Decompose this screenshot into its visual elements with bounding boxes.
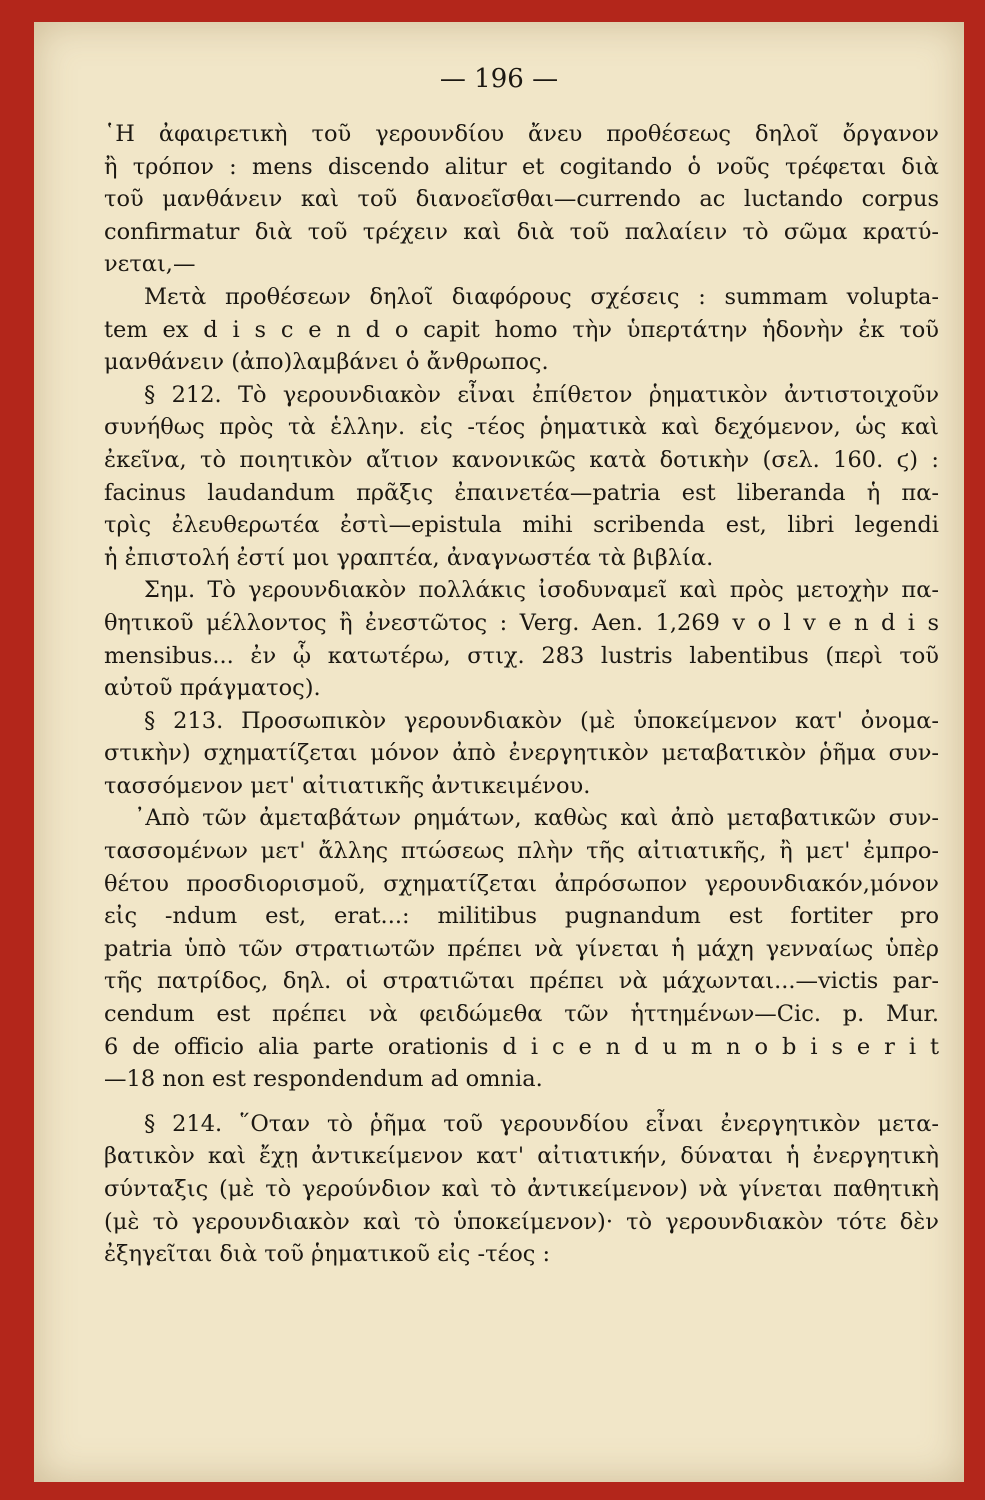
text-line: τασσομένων μετ' ἄλλης πτώσεως πλὴν τῆς αἰτιατικῆς, ἢ μετ' ἐμπρο-: [104, 838, 939, 865]
book-page: [34, 22, 964, 1482]
text-line: mensibus... ἐν ᾧ κατωτέρω, στιχ. 283 lustris labentibus (περὶ τοῦ: [104, 642, 939, 669]
text-line: μανθάνειν (ἀπο)λαμβάνει ὁ ἄνθρωπος.: [104, 349, 549, 376]
text-line: τρὶς ἐλευθερωτέα ἐστὶ—epistula mihi scribenda est, libri legendi: [104, 512, 939, 539]
text-line: τοῦ μανθάνειν καὶ τοῦ διανοεῖσθαι—currendo ac luctando corpus: [104, 186, 939, 213]
text-line: patria ὑπὸ τῶν στρατιωτῶν πρέπει νὰ γίνεται ἡ μάχη γενναίως ὑπὲρ: [104, 935, 939, 962]
text-line: confirmatur διὰ τοῦ τρέχειν καὶ διὰ τοῦ παλαίειν τὸ σῶμα κρατύ-: [104, 218, 939, 245]
text-line: θέτου προσδιορισμοῦ, σχηματίζεται ἀπρόσωπον γερουνδιακόν,μόνον: [104, 870, 939, 897]
text-line: σύνταξις (μὲ τὸ γερούνδιον καὶ τὸ ἀντικείμενον) νὰ γίνεται παθητικὴ: [104, 1176, 939, 1202]
text-line: ἢ τρόπον : mens discendo alitur et cogitando ὁ νοῦς τρέφεται διὰ: [104, 153, 939, 180]
section-214-line: § 214. ῞Οταν τὸ ῥῆμα τοῦ γερουνδίου εἶναι ἐνεργητικὸν μετα-: [144, 1110, 939, 1137]
text-line: ᾿Απὸ τῶν ἀμεταβάτων ρημάτων, καθὼς καὶ ἀπὸ μεταβατικῶν συν-: [134, 805, 939, 832]
text-line: εἰς -ndum est, erat...: militibus pugnandum est fortiter pro: [104, 903, 939, 930]
text-line: ἐκεῖνα, τὸ ποιητικὸν αἴτιον κανονικῶς κατὰ δοτικὴν (σελ. 160. ϛ) :: [104, 446, 939, 473]
text-line: τασσόμενον μετ' αἰτιατικῆς ἀντικειμένου.: [104, 772, 591, 799]
text-line: ῾Η ἀφαιρετικὴ τοῦ γερουνδίου ἄνευ προθέσεως δηλοῖ ὄργανον: [104, 121, 939, 147]
text-line: στικὴν) σχηματίζεται μόνον ἀπὸ ἐνεργητικὸν μεταβατικὸν ῥῆμα συν-: [104, 740, 939, 767]
text-line: 6 de officio alia parte orationis d i c e n d u m n o b i s e r i t: [104, 1033, 939, 1060]
text-line: νεται,—: [104, 251, 196, 278]
text-line: facinus laudandum πρᾶξις ἐπαινετέα—patria est liberanda ἡ πα-: [104, 479, 939, 506]
section-212-line: § 212. Τὸ γερουνδιακὸν εἶναι ἐπίθετον ῥηματικὸν ἀντιστοιχοῦν: [144, 381, 939, 408]
text-line: ἐξηγεῖται διὰ τοῦ ῥηματικοῦ εἰς -τέος :: [104, 1241, 551, 1268]
text-line: τῆς πατρίδος, δηλ. οἱ στρατιῶται πρέπει νὰ μάχωνται...—victis par-: [104, 968, 939, 995]
section-213-line: § 213. Προσωπικὸν γερουνδιακὸν (μὲ ὑποκείμενον κατ' ὀνομα-: [144, 707, 939, 734]
text-line: ἡ ἐπιστολή ἐστί μοι γραπτέα, ἀναγνωστέα τὰ βιβλία.: [104, 544, 714, 571]
page-text: [104, 118, 939, 1271]
text-line: —18 non est respondendum ad omnia.: [104, 1066, 543, 1093]
text-line: αὐτοῦ πράγματος).: [104, 675, 321, 702]
note-line: Σημ. Τὸ γερουνδιακὸν πολλάκις ἰσοδυναμεῖ καὶ πρὸς μετοχὴν πα-: [144, 577, 939, 604]
text-line: cendum est πρέπει νὰ φειδώμεθα τῶν ἡττημένων—Cic. p. Mur.: [104, 1001, 939, 1028]
page-number: — 196 —: [439, 64, 559, 94]
text-line: βατικὸν καὶ ἔχῃ ἀντικείμενον κατ' αἰτιατικήν, δύναται ἡ ἐνεργητικὴ: [104, 1143, 939, 1170]
text-line: συνήθως πρὸς τὰ ἑλλην. εἰς -τέος ῥηματικὰ καὶ δεχόμενον, ὡς καὶ: [104, 414, 939, 441]
text-line: θητικοῦ μέλλοντος ἢ ἐνεστῶτος : Verg. Aen. 1,269 v o l v e n d i s: [104, 609, 939, 636]
text-line: (μὲ τὸ γερουνδιακὸν καὶ τὸ ὑποκείμενον)· τὸ γερουνδιακὸν τότε δὲν: [104, 1208, 939, 1235]
text-line: Μετὰ προθέσεων δηλοῖ διαφόρους σχέσεις : summam volupta-: [144, 283, 939, 310]
text-line: tem ex d i s c e n d o capit homo τὴν ὑπερτάτην ἡδονὴν ἐκ τοῦ: [104, 316, 939, 343]
